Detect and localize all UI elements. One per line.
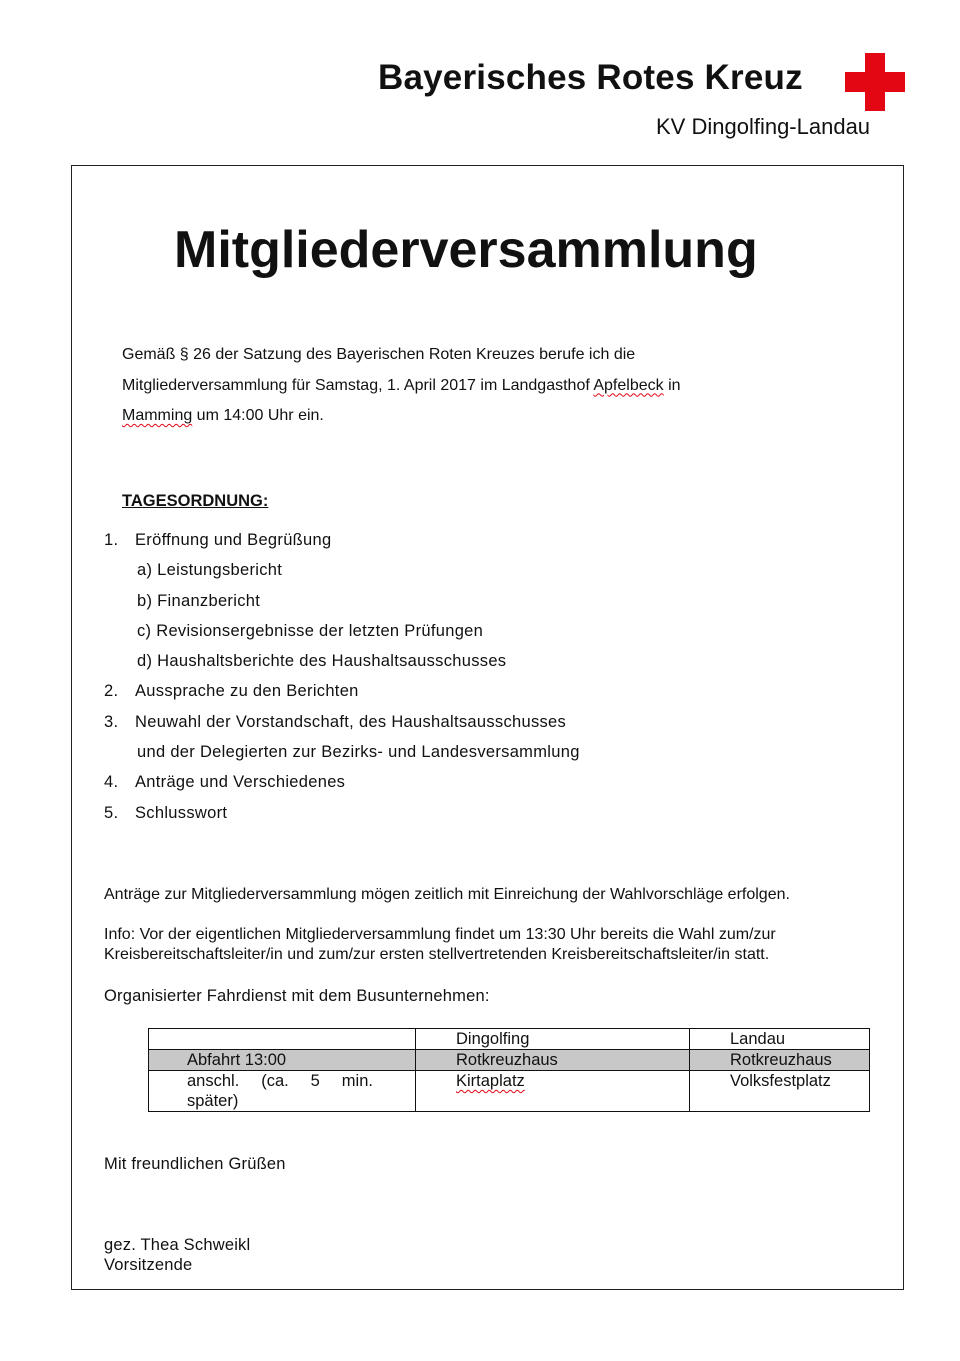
table-cell: anschl. (ca. 5 min. später) (149, 1071, 416, 1112)
signature-role: Vorsitzende (104, 1256, 193, 1274)
table-row (149, 1050, 870, 1071)
table-cell: Rotkreuzhaus (690, 1050, 870, 1071)
red-cross-logo (845, 53, 905, 111)
info-line-1: Info: Vor der eigentlichen Mitgliederversammlung findet um 13:30 Uhr bereits die Wahl zum/zur (104, 926, 776, 943)
closing-greeting: Mit freundlichen Grüßen (104, 1155, 286, 1173)
intro-line-1: Gemäß § 26 der Satzung des Bayerischen Roten Kreuzes berufe ich die (122, 346, 636, 363)
intro-paragraph (122, 340, 822, 432)
table-cell: Dingolfing (416, 1029, 690, 1050)
table-cell (149, 1029, 416, 1050)
spellcheck-word: Mamming (122, 407, 193, 424)
spellcheck-word: Apfelbeck (593, 376, 664, 394)
org-name: Bayerisches Rotes Kreuz (378, 58, 803, 97)
intro-line-2: Mitgliederversammlung für Samstag, 1. April 2017 im Landgasthof Apfelbeck in (122, 376, 681, 394)
page-title: Mitgliederversammlung (174, 221, 758, 279)
antraege-note: Anträge zur Mitgliederversammlung mögen zeitlich mit Einreichung der Wahlvorschläge erfolgen. (104, 886, 790, 903)
spellcheck-word: Kirtaplatz (456, 1072, 525, 1090)
org-subtitle: KV Dingolfing-Landau (656, 114, 871, 139)
intro-line-3: Mamming um 14:00 Uhr ein. (122, 407, 324, 424)
table-cell: Abfahrt 13:00 (149, 1050, 416, 1071)
signature-name: gez. Thea Schweikl (104, 1236, 251, 1254)
table-row (149, 1071, 870, 1112)
bus-schedule-table (148, 1028, 870, 1112)
table-cell: Landau (690, 1029, 870, 1050)
agenda-heading: TAGESORDNUNG: (122, 492, 269, 510)
table-cell (416, 1071, 690, 1112)
table-cell: Rotkreuzhaus (416, 1050, 690, 1071)
info-line-2: Kreisbereitschaftsleiter/in und zum/zur ersten stellvertretenden Kreisbereitschaftsleiter/in statt. (104, 946, 770, 963)
fahrdienst-label: Organisierter Fahrdienst mit dem Busunternehmen: (104, 987, 490, 1005)
table-cell: Volksfestplatz (690, 1071, 870, 1112)
table-header-row (149, 1029, 870, 1050)
